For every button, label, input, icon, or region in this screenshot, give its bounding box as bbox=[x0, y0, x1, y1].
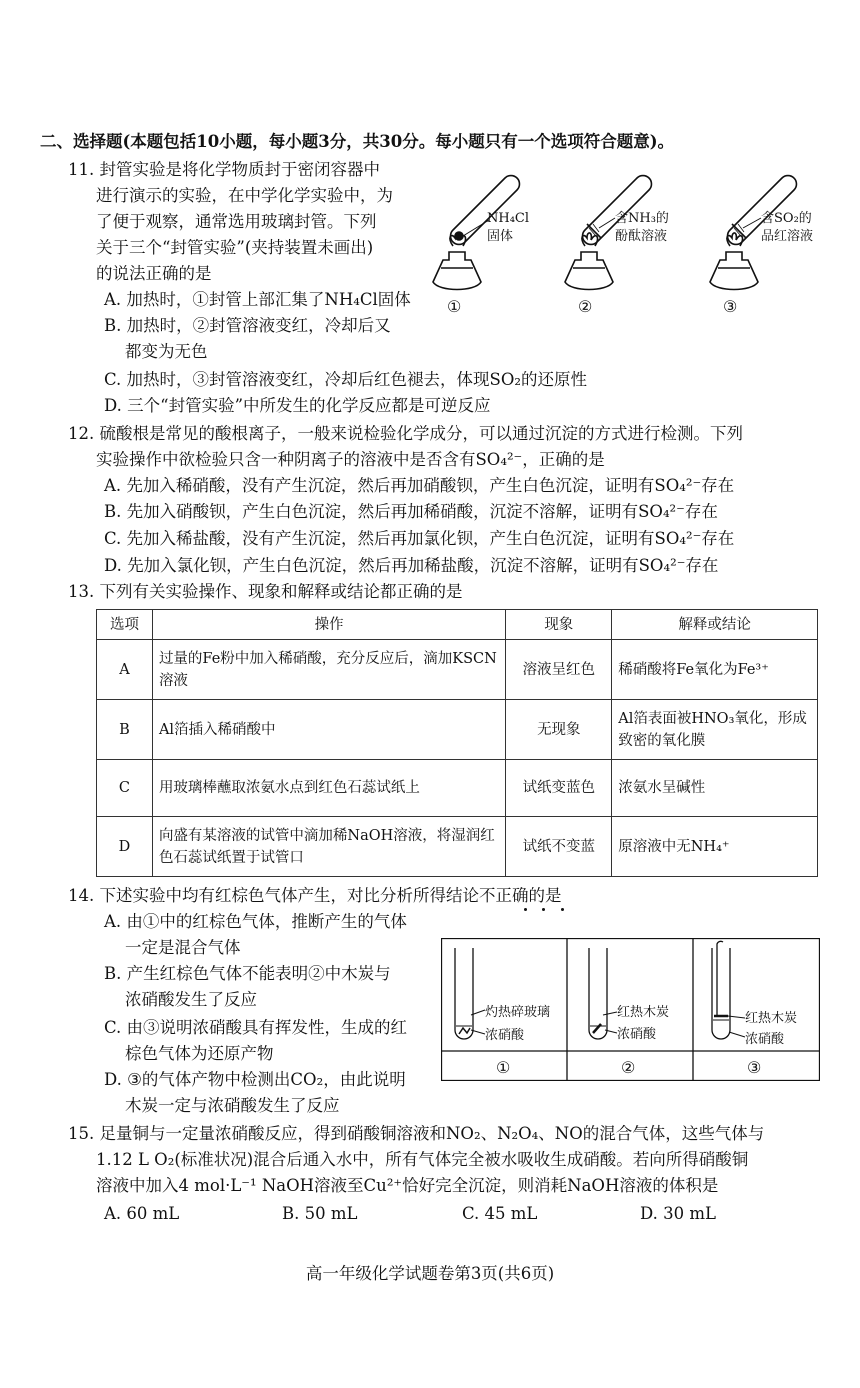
q12-option-d[interactable]: D. 先加入氯化钡，产生白色沉淀，然后再加稀盐酸，沉淀不溶解，证明有SO₄²⁻存在 bbox=[104, 556, 719, 575]
table-cell: 溶液呈红色 bbox=[506, 640, 612, 700]
q11-fig-label-1b: 固体 bbox=[487, 229, 514, 244]
table-cell: 过量的Fe粉中加入稀硝酸，充分反应后，滴加KSCN溶液 bbox=[152, 640, 505, 700]
q11-fig-label-2a: 含NH₃的 bbox=[615, 211, 669, 226]
table-cell: 用玻璃棒蘸取浓氨水点到红色石蕊试纸上 bbox=[152, 760, 505, 817]
table-cell: C bbox=[97, 760, 153, 817]
q14-option-a-cont: 一定是混合气体 bbox=[125, 938, 241, 957]
q14-fig-num-1: ① bbox=[496, 1058, 511, 1077]
table-cell: Al箔表面被HNO₃氧化，形成致密的氧化膜 bbox=[612, 700, 818, 760]
q14-option-d[interactable]: D. ③的气体产物中检测出CO₂，由此说明 bbox=[104, 1070, 406, 1089]
table-row bbox=[97, 700, 818, 760]
q11-fig-label-1a: NH₄Cl bbox=[487, 211, 530, 226]
table-cell: 浓氨水呈碱性 bbox=[612, 760, 818, 817]
table-cell: 无现象 bbox=[506, 700, 612, 760]
q11-option-d[interactable]: D. 三个“封管实验”中所发生的化学反应都是可逆反应 bbox=[104, 396, 491, 415]
q11-stem-line3: 了便于观察，通常选用玻璃封管。下列 bbox=[96, 212, 377, 231]
table-cell: 向盛有某溶液的试管中滴加稀NaOH溶液，将湿润红色石蕊试纸置于试管口 bbox=[152, 817, 505, 877]
q14-option-a[interactable]: A. 由①中的红棕色气体，推断产生的气体 bbox=[104, 912, 407, 931]
q11-fig-num-2: ② bbox=[578, 297, 593, 316]
table-cell: Al箔插入稀硝酸中 bbox=[152, 700, 505, 760]
q12-option-c[interactable]: C. 先加入稀盐酸，没有产生沉淀，然后再加氯化钡，产生白色沉淀，证明有SO₄²⁻存在 bbox=[104, 529, 735, 548]
burner-1 bbox=[433, 233, 481, 290]
test-tube-3 bbox=[712, 941, 745, 1039]
q14-fig-label-3a: 红热木炭 bbox=[745, 1011, 798, 1026]
q11-fig-label-3a: 含SO₂的 bbox=[761, 211, 812, 226]
table-cell: B bbox=[97, 700, 153, 760]
q13-table bbox=[96, 609, 818, 877]
q15-option-d[interactable]: D. 30 mL bbox=[640, 1204, 716, 1223]
q11-sealed-tube-figure bbox=[425, 160, 845, 320]
table-row bbox=[97, 640, 818, 700]
q11-fig-label-2b: 酚酞溶液 bbox=[615, 229, 668, 244]
q11-stem-line2: 进行演示的实验，在中学化学实验中，为 bbox=[96, 186, 393, 205]
q14-fig-label-2b: 浓硝酸 bbox=[617, 1027, 657, 1042]
table-cell: 试纸变蓝色 bbox=[506, 760, 612, 817]
burner-2 bbox=[565, 233, 613, 290]
table-cell: 试纸不变蓝 bbox=[506, 817, 612, 877]
test-tube-2 bbox=[589, 948, 617, 1039]
section-title: 二、选择题(本题包括10小题，每小题3分，共30分。每小题只有一个选项符合题意)。 bbox=[40, 132, 675, 151]
burner-3 bbox=[710, 233, 758, 290]
table-header-row bbox=[97, 610, 818, 640]
q12-stem-line2: 实验操作中欲检验只含一种阴离子的溶液中是否含有SO₄²⁻，正确的是 bbox=[96, 450, 605, 469]
q14-fig-label-2a: 红热木炭 bbox=[617, 1005, 670, 1020]
q15-option-c[interactable]: C. 45 mL bbox=[462, 1204, 538, 1223]
q14-option-d-cont: 木炭一定与浓硝酸发生了反应 bbox=[125, 1096, 340, 1115]
q11-option-b-cont: 都变为无色 bbox=[125, 342, 208, 361]
table-cell: 原溶液中无NH₄⁺ bbox=[612, 817, 818, 877]
q12-stem-line1: 12. 硫酸根是常见的酸根离子，一般来说检验化学成分，可以通过沉淀的方式进行检测。下列 bbox=[68, 424, 743, 443]
table-cell: 稀硝酸将Fe氧化为Fe³⁺ bbox=[612, 640, 818, 700]
q14-fig-label-1b: 浓硝酸 bbox=[485, 1028, 525, 1043]
q11-fig-num-1: ① bbox=[447, 297, 462, 316]
table-header-cell: 操作 bbox=[152, 610, 505, 640]
q15-option-b[interactable]: B. 50 mL bbox=[282, 1204, 358, 1223]
q14-option-b[interactable]: B. 产生红棕色气体不能表明②中木炭与 bbox=[104, 964, 391, 983]
q14-fig-label-1a: 灼热碎玻璃 bbox=[485, 1005, 551, 1020]
q15-stem-line1: 15. 足量铜与一定量浓硝酸反应，得到硝酸铜溶液和NO₂、N₂O₄、NO的混合气体，这些气体与 bbox=[68, 1124, 765, 1143]
table-header-cell: 选项 bbox=[97, 610, 153, 640]
q14-stem: 14. 下述实验中均有红棕色气体产生，对比分析所得结论不正确的是 bbox=[68, 886, 562, 905]
table-cell: D bbox=[97, 817, 153, 877]
q11-stem-line5: 的说法正确的是 bbox=[96, 264, 212, 283]
q11-option-c[interactable]: C. 加热时，③封管溶液变红，冷却后红色褪去，体现SO₂的还原性 bbox=[104, 370, 587, 389]
table-header-cell: 现象 bbox=[506, 610, 612, 640]
q14-option-c[interactable]: C. 由③说明浓硝酸具有挥发性，生成的红 bbox=[104, 1018, 408, 1037]
q14-option-c-cont: 棕色气体为还原产物 bbox=[125, 1044, 274, 1063]
q11-stem-line1: 11. 封管实验是将化学物质封于密闭容器中 bbox=[68, 160, 380, 179]
q14-fig-num-3: ③ bbox=[747, 1058, 762, 1077]
q11-option-a[interactable]: A. 加热时，①封管上部汇集了NH₄Cl固体 bbox=[104, 290, 411, 309]
emphasis-dot bbox=[561, 908, 564, 911]
q11-fig-label-3b: 品红溶液 bbox=[761, 229, 814, 244]
q14-option-b-cont: 浓硝酸发生了反应 bbox=[125, 990, 257, 1009]
q14-fig-num-2: ② bbox=[621, 1058, 636, 1077]
q12-option-b[interactable]: B. 先加入硝酸钡，产生白色沉淀，然后再加稀硝酸，沉淀不溶解，证明有SO₄²⁻存在 bbox=[104, 502, 718, 521]
q14-fig-label-3b: 浓硝酸 bbox=[745, 1032, 785, 1047]
page-footer: 高一年级化学试题卷第3页(共6页) bbox=[305, 1264, 555, 1283]
q11-fig-num-3: ③ bbox=[723, 297, 738, 316]
q12-option-a[interactable]: A. 先加入稀硝酸，没有产生沉淀，然后再加硝酸钡，产生白色沉淀，证明有SO₄²⁻存在 bbox=[104, 476, 735, 495]
q13-stem: 13. 下列有关实验操作、现象和解释或结论都正确的是 bbox=[68, 582, 463, 601]
test-tube-1 bbox=[455, 948, 485, 1039]
q14-test-tube-figure bbox=[441, 938, 820, 1081]
q15-stem-line2: 1.12 L O₂(标准状况)混合后通入水中，所有气体完全被水吸收生成硝酸。若向所得硝酸铜 bbox=[96, 1150, 749, 1169]
q11-option-b[interactable]: B. 加热时，②封管溶液变红，冷却后又 bbox=[104, 316, 391, 335]
q15-option-a[interactable]: A. 60 mL bbox=[104, 1204, 180, 1223]
table-header-cell: 解释或结论 bbox=[612, 610, 818, 640]
table-cell: A bbox=[97, 640, 153, 700]
q15-stem-line3: 溶液中加入4 mol·L⁻¹ NaOH溶液至Cu²⁺恰好完全沉淀，则消耗NaOH溶液的体积是 bbox=[96, 1176, 719, 1195]
emphasis-dot bbox=[524, 908, 527, 911]
table-row bbox=[97, 817, 818, 877]
emphasis-dot bbox=[542, 908, 545, 911]
q11-stem-line4: 关于三个“封管实验”(夹持装置未画出) bbox=[96, 238, 374, 257]
table-row bbox=[97, 760, 818, 817]
